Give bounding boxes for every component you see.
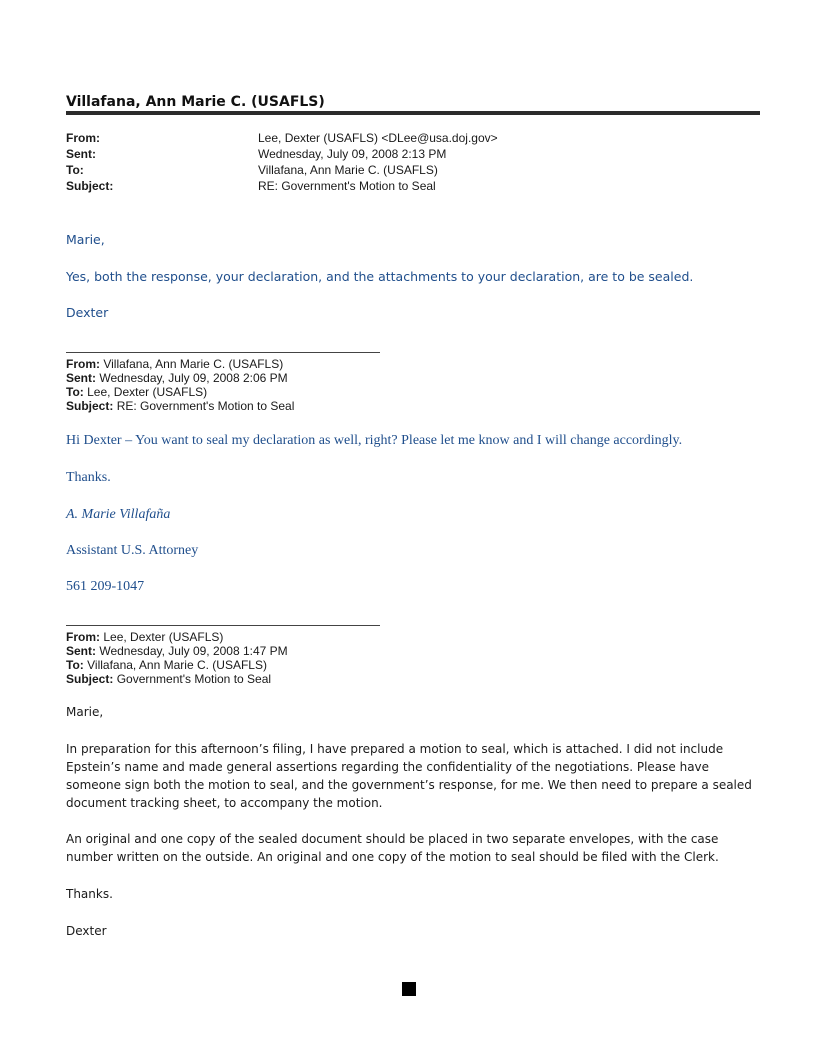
quote-separator-2: [66, 625, 380, 626]
quoted2-greeting: Marie,: [66, 705, 104, 719]
header-rule: [66, 111, 760, 115]
header-sent-label: Sent:: [66, 147, 96, 161]
quoted1-thanks: Thanks.: [66, 470, 111, 485]
quote-separator-1: [66, 352, 380, 353]
reply-signoff: Dexter: [66, 305, 109, 320]
quoted2-to-label: To:: [66, 658, 84, 672]
header-to-value: Villafana, Ann Marie C. (USAFLS): [258, 163, 438, 177]
quoted2-signoff: Dexter: [66, 924, 107, 938]
quoted1-from-value: Villafana, Ann Marie C. (USAFLS): [103, 357, 284, 371]
quoted2-from-label: From:: [66, 630, 100, 644]
mailbox-owner: Villafana, Ann Marie C. (USAFLS): [66, 94, 325, 110]
quoted2-subject-label: Subject:: [66, 672, 114, 686]
quoted1-sent-row: [66, 371, 288, 385]
quoted2-sent-row: [66, 644, 288, 658]
quoted1-subject-value: RE: Government's Motion to Seal: [116, 399, 295, 413]
quoted1-from-row: [66, 357, 283, 371]
quoted2-to-row: [66, 658, 267, 672]
quoted1-to-row: [66, 385, 207, 399]
quoted1-subject-label: Subject:: [66, 399, 114, 413]
header-from-label: From:: [66, 131, 100, 145]
reply-body: Yes, both the response, your declaration, and the attachments to your declaration, are to be sealed.: [66, 269, 694, 284]
quoted1-sent-label: Sent:: [66, 371, 96, 385]
reply-greeting: Marie,: [66, 232, 105, 247]
header-sent-value: Wednesday, July 09, 2008 2:13 PM: [258, 147, 447, 161]
quoted2-thanks: Thanks.: [66, 887, 113, 901]
quoted1-sent-value: Wednesday, July 09, 2008 2:06 PM: [99, 371, 288, 385]
quoted2-subject-row: [66, 672, 271, 686]
header-to-label: To:: [66, 163, 84, 177]
quoted1-to-label: To:: [66, 385, 84, 399]
quoted1-from-label: From:: [66, 357, 100, 371]
quoted2-paragraph-1: In preparation for this afternoon’s filing, I have prepared a motion to seal, which is attached. I did not include Epstein’s name and made general assertions regarding the confidentiality of the negotiations. Please have someone sign both the motion to seal, and the government’s response, for me. We then need to prepare a sealed document tracking sheet, to accompany the motion.: [66, 742, 752, 810]
quoted1-body: Hi Dexter – You want to seal my declaration as well, right? Please let me know and I will change accordingly.: [66, 433, 683, 448]
quoted1-to-value: Lee, Dexter (USAFLS): [87, 385, 208, 399]
quoted2-subject-value: Government's Motion to Seal: [116, 672, 272, 686]
page-marker: [402, 982, 416, 996]
quoted1-signature-phone: 561 209-1047: [66, 579, 145, 594]
quoted1-subject-row: [66, 399, 294, 413]
quoted1-signature-title: Assistant U.S. Attorney: [66, 543, 199, 558]
quoted2-paragraph-2: An original and one copy of the sealed document should be placed in two separate envelopes, with the case number written on the outside. An original and one copy of the motion to seal should be filed with the Clerk.: [66, 832, 719, 864]
quoted2-to-value: Villafana, Ann Marie C. (USAFLS): [87, 658, 267, 672]
quoted2-from-value: Lee, Dexter (USAFLS): [103, 630, 224, 644]
quoted2-sent-value: Wednesday, July 09, 2008 1:47 PM: [99, 644, 288, 658]
quoted1-signature-name: A. Marie Villafaña: [66, 507, 171, 522]
quoted2-from-row: [66, 630, 223, 644]
header-subject-label: Subject:: [66, 179, 114, 193]
header-from-value: Lee, Dexter (USAFLS) <DLee@usa.doj.gov>: [258, 131, 498, 145]
quoted2-sent-label: Sent:: [66, 644, 96, 658]
header-subject-value: RE: Government's Motion to Seal: [258, 179, 436, 193]
